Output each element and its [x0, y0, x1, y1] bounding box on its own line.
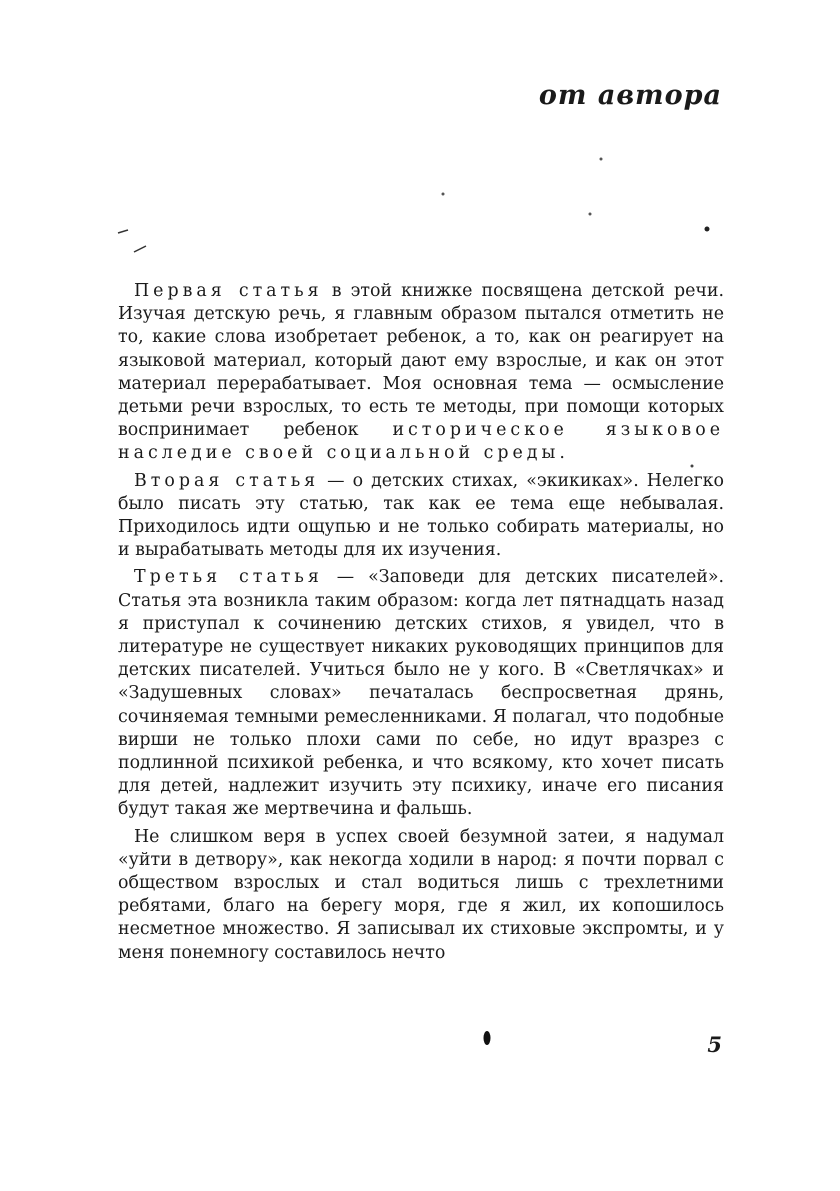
paragraph-1-text: в этой книжке посвящена детской речи. Изучая детскую речь, я главным образом пытался отметить не то, какие слова изобретает ребенок, а то, как он реагирует на языковой материал, который дают ему взрослые, и как он этот материал перерабатывает. Моя основная тема — осмысление детьми речи взрослых, то есть те методы, при помощи которых воспринимает ребенок [118, 281, 724, 441]
speck [705, 227, 710, 232]
paragraph-2-lead: Вторая статья [134, 470, 320, 491]
body-text [118, 280, 724, 965]
paragraph-1 [118, 280, 724, 466]
page-header: от автора [538, 80, 722, 111]
speck [589, 213, 592, 216]
paragraph-1-lead: Первая статья [134, 281, 323, 301]
speck [442, 193, 445, 196]
paragraph-3-lead: Третья статья [134, 567, 323, 588]
paragraph-3-text: — «Заповеди для детских писателей». Статья эта возникла таким образом: когда лет пятнадцать назад я приступал к сочинению детских стихов, я увидел, что в литературе не существует никаких руководящих принципов для детских писателей. Учиться было не у кого. В «Светлячках» и «Задушевных словах» печаталась беспросветная дрянь, сочиняемая темными ремесленниками. Я полагал, что подобные вирши не только плохи сами по себе, но идут вразрез с подлинной психикой ребенка, и что всякому, кто хочет писать для детей, надлежит изучить эту психику, иначе его писания будут такая же мертвечина и фальшь. [118, 567, 724, 820]
paragraph-2 [118, 470, 724, 563]
paragraph-4 [118, 826, 724, 965]
page-number: 5 [707, 1032, 722, 1057]
paragraph-2-text: — о детских стихах, «экикиках». Нелегко было писать эту статью, так как ее тема еще небывалая. Приходилось идти ощупью и не только собирать материалы, но и вырабатывать методы для их изучения. [118, 470, 724, 561]
paragraph-1-tail: . [559, 443, 565, 464]
speck [484, 1031, 491, 1045]
speck [134, 246, 146, 252]
paragraph-4-text: Не слишком веря в успех своей безумной затеи, я надумал «уйти в детвору», как некогда ходили в народ: я почти порвал с обществом взрослых и стал водиться лишь с трехлетними ребятами, благо на берегу моря, где я жил, их копошилось несметное множество. Я записывал их стиховые экспромты, и у меня понемногу составилось нечто [118, 826, 724, 963]
speck [600, 158, 603, 161]
speck [118, 230, 128, 233]
paragraph-1-spaced-tail: историческое языковое наследие своей социальной среды [118, 420, 724, 464]
paragraph-3 [118, 566, 724, 821]
